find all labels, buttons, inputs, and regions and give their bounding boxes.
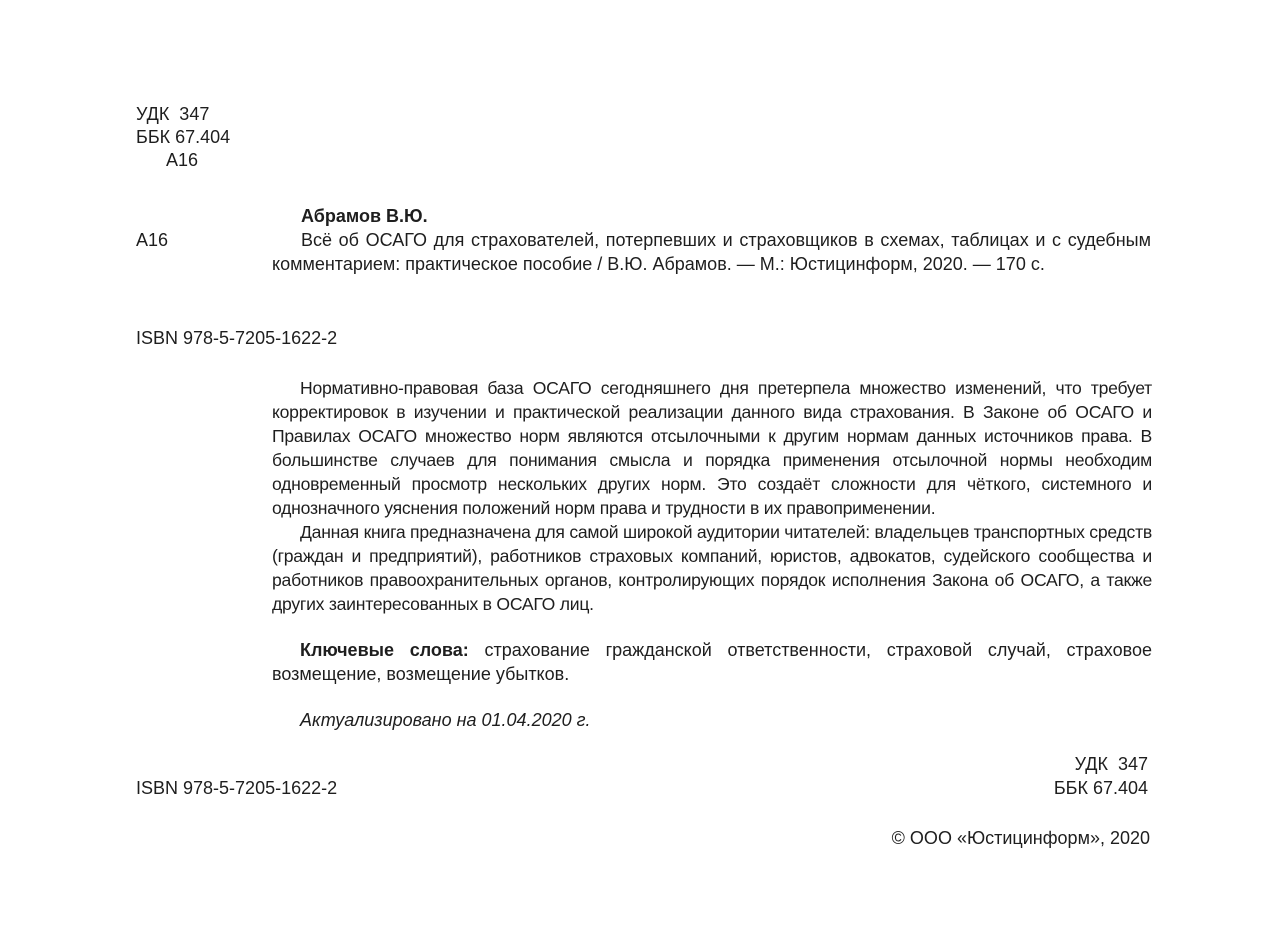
keywords-text: страхование гражданской ответственности, страховой случай, страховое возмещение, возмещение убытков. (272, 640, 1152, 684)
classification-block-bottom (1054, 752, 1148, 800)
bbk-code: ББК 67.404 (136, 127, 231, 147)
bbk-code: ББК 67.404 (1053, 778, 1148, 798)
isbn-top: ISBN 978-5-7205-1622-2 (136, 328, 338, 348)
udk-code: УДК 347 (136, 104, 210, 124)
abstract-paragraph: Нормативно-правовая база ОСАГО сегодняшнего дня претерпела множество изменений, что требует корректировок в изучении и практической реализации данного вида страхования. В Законе об ОСАГО и Правилах ОСАГО множество норм являются отсылочными к другим нормам данных источников права. В большинстве случаев для понимания смысла и порядка применения отсылочной нормы необходим одновременный просмотр нескольких других норм. Это создаёт сложности для чёткого, системного и однозначного уяснения положений норм права и трудности в их правоприменении. (272, 378, 1152, 518)
keywords (272, 638, 1152, 686)
udk-code: УДК 347 (1074, 754, 1148, 774)
abstract-paragraph: Данная книга предназначена для самой широкой аудитории читателей: владельцев транспортных средств (граждан и предприятий), работников страховых компаний, юристов, адвокатов, судейского сообщества и работников правоохранительных органов, контролирующих порядок исполнения Закона об ОСАГО, а также других заинтересованных в ОСАГО лиц. (272, 522, 1152, 614)
bibliographic-text: Всё об ОСАГО для страхователей, потерпевших и страховщиков в схемах, таблицах и с судебным комментарием: практическое пособие / В.Ю. Абрамов. — М.: Юстицинформ, 2020. — 170 с. (272, 230, 1151, 274)
catalog-code: А16 (136, 230, 169, 250)
updated-date: Актуализировано на 01.04.2020 г. (300, 710, 591, 730)
author-mark-code: А16 (166, 150, 199, 170)
bibliographic-entry (272, 228, 1151, 276)
abstract (272, 376, 1152, 616)
classification-block-top (136, 102, 230, 171)
keywords-label: Ключевые слова: (300, 640, 469, 660)
copyright: © ООО «Юстицинформ», 2020 (891, 828, 1150, 848)
author-name: Абрамов В.Ю. (301, 206, 428, 226)
isbn-bottom: ISBN 978-5-7205-1622-2 (136, 778, 338, 798)
